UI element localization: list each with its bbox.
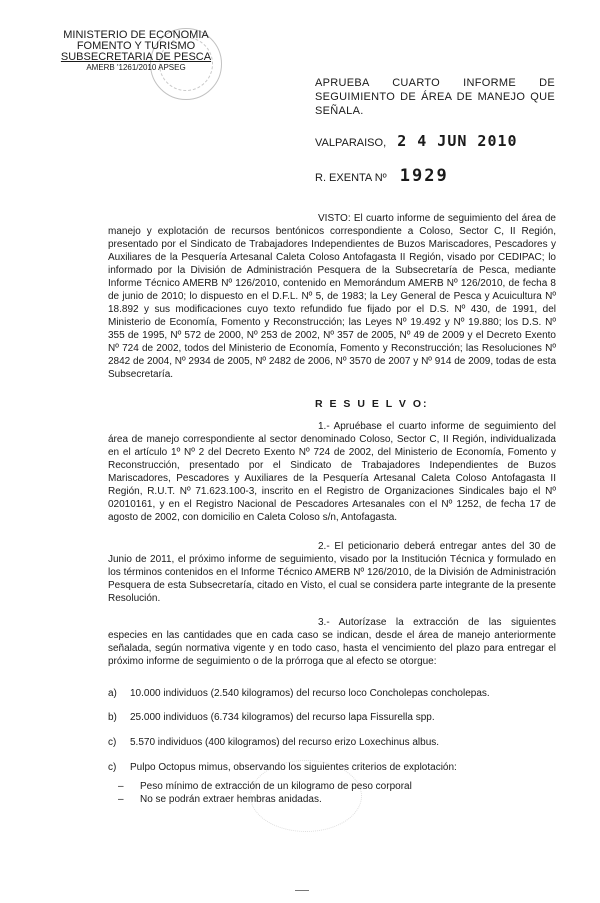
ministry-header (56, 30, 216, 73)
paragraph-2-text: Junio de 2011, el próximo informe de seguimiento, visado por la Institución Técnica y formulado en los términos contenidos en el Informe Técnico AMERB Nº 126/2010, de la División de Administración Pesquera de esta Subsecretaría, citado en Visto, el cual se considera parte integrante de la presente Resolución. (108, 554, 556, 604)
paragraph-2-lead: 2.- El peticionario deberá entregar antes del 30 de (318, 541, 556, 552)
extraction-item-c (108, 736, 556, 749)
item-text: Pulpo Octopus mimus, observando los siguientes criterios de explotación: (130, 762, 457, 773)
item-text: 25.000 individuos (6.734 kilogramos) del recurso lapa Fissurella spp. (130, 712, 435, 723)
paragraph-3-lead: 3.- Autorízase la extracción de las siguientes (318, 617, 556, 628)
ministry-line: MINISTERIO DE ECONOMIA (63, 29, 209, 41)
item-text: 10.000 individuos (2.540 kilogramos) del recurso loco Concholepas concholepas. (130, 688, 490, 699)
bullet-dash: – (118, 794, 124, 805)
city-label: VALPARAISO, (315, 137, 387, 149)
subsecretaria-line: SUBSECRETARIA DE PESCA (60, 51, 212, 63)
date-stamp: 2 4 JUN 2010 (397, 132, 518, 150)
paragraph-1 (108, 420, 556, 524)
item-letter: a) (108, 688, 117, 699)
item-letter: b) (108, 712, 117, 723)
item-letter: c) (108, 737, 117, 748)
paragraph-1-lead: 1.- Apruébase el cuarto informe de seguimiento (318, 421, 539, 432)
resuelvo-heading: R E S U E L V O: (315, 398, 429, 410)
visto-paragraph (108, 212, 556, 381)
bullet-text: No se podrán extraer hembras anidadas. (140, 794, 322, 805)
paragraph-1-text: del área de manejo correspondiente al sector denominado Coloso, Sector C, II Región, individualizada en el artículo 1º Nº 2 del Decreto Exento Nº 724 de 2002, del Ministerio de Economía, Fomento y Reconstrucción, presentado por el Sindicato de Trabajadores Independientes de Buzos Mariscadores, Pescadores y Auxiliares de la Pesquería Artesanal Caleta Coloso Antofagasta II Región, R.U.T. Nº 71.623.100-3, inscrito en el Registro de Organizaciones Sindicales bajo el Nº 02010161, y en el Registro Nacional de Pescadores Artesanales con el Nº 1252, de fecha 17 de agosto de 2002, con domicilio en Caleta Coloso s/n, Antofagasta. (108, 421, 557, 523)
ministry-subline: FOMENTO Y TURISMO (76, 40, 196, 52)
bullet-text: Peso mínimo de extracción de un kilogramo de peso corporal (140, 781, 412, 792)
item-text: 5.570 individuos (400 kilogramos) del recurso erizo Loxechinus albus. (130, 737, 440, 748)
bullet-dash: – (118, 781, 124, 792)
resolution-number-block (315, 166, 449, 186)
extraction-item-b (108, 711, 556, 724)
extraction-item-a (108, 687, 556, 700)
visto-text: El cuarto informe de seguimiento del área de manejo y explotación de recursos bentónicos correspondiente a Coloso, Sector C, II Región, presentado por el Sindicato de Trabajadores Independientes de Buzos Mariscadores, Pescadores y Auxiliares de la Pesquería Artesanal Caleta Coloso Antofagasta II Región, visado por CEDIPAC; lo informado por la División de Administración Pesquera de la Subsecretaría de Pesca, mediante Informe Técnico AMERB Nº 126/2010, contenido en Memorándum AMERB Nº 126/2010, de fecha 8 de junio de 2010; lo dispuesto en el D.F.L. Nº 5, de 1983; la Ley General de Pesca y Acuicultura Nº 18.892 y sus modificaciones cuyo texto refundido fue fijado por el D.S. Nº 430, de 1991, del Ministerio de Economía, Fomento y Reconstrucción; las Leyes Nº 19.492 y Nº 19.880; los D.S. Nº 355 de 1995, Nº 572 de 2000, Nº 253 de 2002, Nº 357 de 2005, Nº 49 de 2009 y el Decreto Exento Nº 724 de 2002, todos del Ministerio de Economía, Fomento y Reconstrucción; las Resoluciones Nº 2842 de 2004, Nº 2934 de 2005, Nº 2482 de 2006, Nº 3570 de 2007 y Nº 914 de 2009, todas de esta Subsecretaría. (108, 213, 556, 380)
paragraph-2 (108, 540, 556, 605)
paragraph-3-text: especies en las cantidades que en cada caso se indican, desde el área de manejo anteriormente señalada, según normativa vigente y en todo caso, hasta el vencimiento del plazo para entregar el próximo informe de seguimiento o de la prórroga que al efecto se otorgue: (108, 630, 556, 667)
place-date (315, 132, 518, 150)
paragraph-3 (108, 616, 556, 668)
item-letter: c) (108, 762, 117, 773)
stamp-overlay-icon (250, 760, 362, 832)
reference-code: AMERB '1261/2010 APSEG (86, 63, 186, 72)
visto-label: VISTO: (318, 213, 351, 224)
page-continuation-mark (295, 890, 309, 895)
resolution-label: R. EXENTA Nº (315, 172, 387, 184)
document-subject: APRUEBA CUARTO INFORME DE SEGUIMIENTO DE ÁREA DE MANEJO QUE SEÑALA. (315, 77, 555, 117)
resolution-number: 1929 (399, 166, 449, 186)
